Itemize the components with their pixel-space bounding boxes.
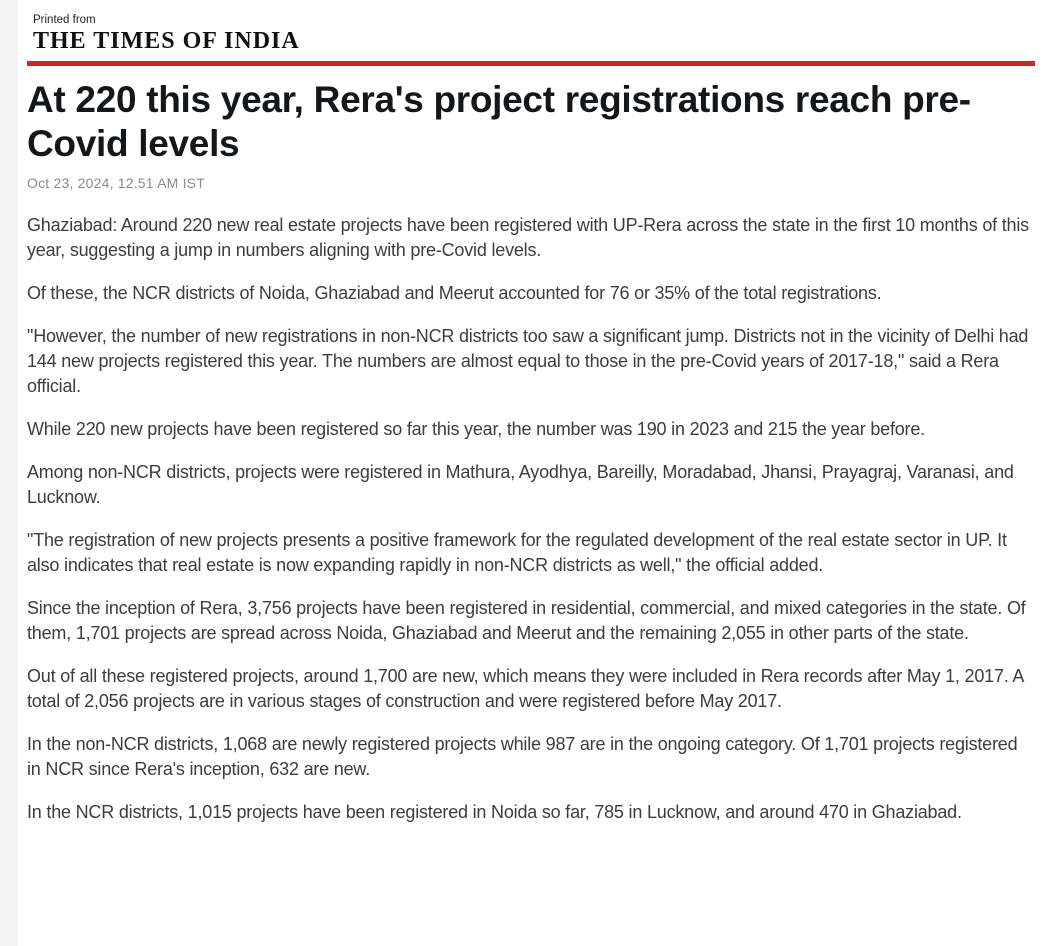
- article-body: [27, 213, 1035, 825]
- article-paragraph: While 220 new projects have been registered so far this year, the number was 190 in 2023 and 215 the year before.: [27, 419, 925, 439]
- article-paragraph: Since the inception of Rera, 3,756 projects have been registered in residential, commercial, and mixed categories in the state. Of them, 1,701 projects are spread across Noida, Ghaziabad and Meerut and the remaining 2,055 in other parts of the state.: [27, 598, 1026, 643]
- masthead-header: [27, 13, 1035, 54]
- article-paragraph: "However, the number of new registrations in non-NCR districts too saw a significant jump. Districts not in the vicinity of Delhi had 144 new projects registered this year. The numbers are almost equal to those in the pre-Covid years of 2017-18," said a Rera official.: [27, 326, 1029, 396]
- article-headline: At 220 this year, Rera's project registrations reach pre-Covid levels: [27, 79, 971, 164]
- left-margin-strip: [0, 0, 18, 946]
- article-paragraph: Among non-NCR districts, projects were registered in Mathura, Ayodhya, Bareilly, Moradabad, Jhansi, Prayagraj, Varanasi, and Lucknow.: [27, 462, 1014, 507]
- masthead-divider-rule: [27, 61, 1035, 66]
- article-paragraph: In the non-NCR districts, 1,068 are newly registered projects while 987 are in the ongoing category. Of 1,701 projects registered in NCR since Rera's inception, 632 are new.: [27, 734, 1018, 779]
- article-paragraph: "The registration of new projects presents a positive framework for the regulated development of the real estate sector in UP. It also indicates that real estate is now expanding rapidly in non-NCR districts as well," the official added.: [27, 530, 1007, 575]
- article-paragraph: Of these, the NCR districts of Noida, Ghaziabad and Meerut accounted for 76 or 35% of the total registrations.: [27, 283, 882, 303]
- article-paragraph: Ghaziabad: Around 220 new real estate projects have been registered with UP-Rera across the state in the first 10 months of this year, suggesting a jump in numbers aligning with pre-Covid levels.: [27, 215, 1029, 260]
- masthead-title: THE TIMES OF INDIA: [33, 28, 300, 54]
- printed-from-label: Printed from: [33, 14, 96, 26]
- article-dateline: Oct 23, 2024, 12.51 AM IST: [27, 175, 205, 191]
- article-paragraph: In the NCR districts, 1,015 projects have been registered in Noida so far, 785 in Lucknow, and around 470 in Ghaziabad.: [27, 802, 962, 822]
- article-content: [18, 0, 1044, 946]
- article-paragraph: Out of all these registered projects, around 1,700 are new, which means they were included in Rera records after May 1, 2017. A total of 2,056 projects are in various stages of construction and were registered before May 2017.: [27, 666, 1024, 711]
